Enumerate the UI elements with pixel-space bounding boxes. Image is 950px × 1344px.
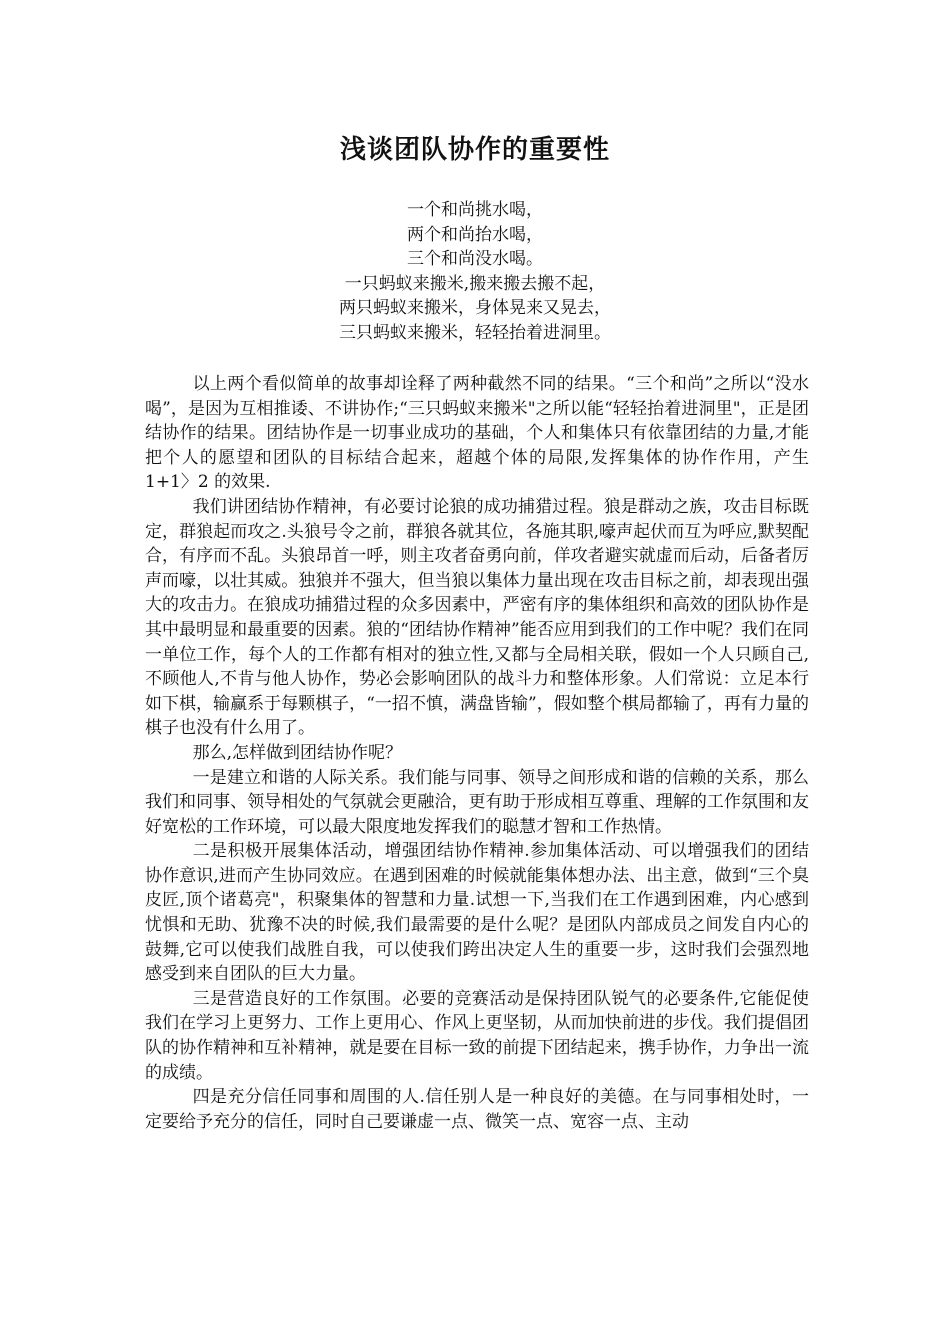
poem-line: 三个和尚没水喝。 [407, 249, 543, 269]
body-paragraph: 二是积极开展集体活动，增强团结协作精神.参加集体活动、可以增强我们的团结协作意识,进而产生协同效应。在遇到困难的时候就能集体想办法、出主意，做到“三个臭皮匠,顶个诸葛亮"，积聚集体的智慧和力量.试想一下,当我们在工作遇到困难，内心感到忧惧和无助、犹豫不决的时候,我们最需要的是什么呢？是团队内部成员之间发自内心的鼓舞,它可以使我们战胜自我，可以使我们跨出决定人生的重要一步，这时我们会强烈地感受到来自团队的巨大力量。 [145, 841, 809, 985]
document-body [145, 372, 809, 1134]
poem [0, 198, 950, 345]
poem-line: 一只蚂蚁来搬米,搬来搬去搬不起， [344, 273, 606, 294]
poem-line: 两个和尚抬水喝， [407, 224, 543, 245]
poem-line: 两只蚂蚁来搬米，身体晃来又晃去， [339, 298, 611, 318]
body-paragraph: 一是建立和谐的人际关系。我们能与同事、领导之间形成和谐的信赖的关系，那么我们和同事、领导相处的气氛就会更融洽，更有助于形成相互尊重、理解的工作氛围和友好宽松的工作环境，可以最大限度地发挥我们的聪慧才智和工作热情。 [145, 767, 809, 837]
body-paragraph: 以上两个看似简单的故事却诠释了两种截然不同的结果。“三个和尚”之所以“没水喝”，是因为互相推诿、不讲协作;“三只蚂蚁来搬米"之所以能“轻轻抬着进洞里"，正是团结协作的结果。团结协作是一切事业成功的基础，个人和集体只有依靠团结的力量,才能把个人的愿望和团队的目标结合起来，超越个体的局限,发挥集体的协作作用，产生 1+1〉2 的效果. [145, 374, 809, 493]
body-paragraph: 四是充分信任同事和周围的人.信任别人是一种良好的美德。在与同事相处时，一定要给予充分的信任，同时自己要谦虚一点、微笑一点、宽容一点、主动 [145, 1087, 809, 1132]
body-paragraph: 我们讲团结协作精神，有必要讨论狼的成功捕猎过程。狼是群动之族，攻击目标既定，群狼起而攻之.头狼号令之前，群狼各就其位，各施其职,嚎声起伏而互为呼应,默契配合，有序而不乱。头狼昂首一呼，则主攻者奋勇向前，佯攻者避实就虚而后动，后备者厉声而嚎，以壮其威。独狼并不强大，但当狼以集体力量出现在攻击目标之前，却表现出强大的攻击力。在狼成功捕猎过程的众多因素中，严密有序的集体组织和高效的团队协作是其中最明显和最重要的因素。狼的“团结协作精神”能否应用到我们的工作中呢？我们在同一单位工作，每个人的工作都有相对的独立性,又都与全局相关联，假如一个人只顾自己,不顾他人,不肯与他人协作，势必会影响团队的战斗力和整体形象。人们常说：立足本行如下棋，输赢系于每颗棋子，“一招不慎，满盘皆输”，假如整个棋局都输了，再有力量的棋子也没有什么用了。 [145, 496, 809, 739]
body-paragraph: 三是营造良好的工作氛围。必要的竞赛活动是保持团队锐气的必要条件,它能促使我们在学习上更努力、工作上更用心、作风上更坚韧，从而加快前进的步伐。我们提倡团队的协作精神和互补精神，就是要在目标一致的前提下团结起来，携手协作，力争出一流的成绩。 [145, 988, 809, 1083]
document-title: 浅谈团队协作的重要性 [339, 135, 610, 165]
poem-line: 三只蚂蚁来搬米，轻轻抬着进洞里。 [339, 322, 611, 343]
poem-line: 一个和尚挑水喝， [407, 200, 543, 220]
body-paragraph: 那么,怎样做到团结协作呢？ [192, 742, 402, 763]
